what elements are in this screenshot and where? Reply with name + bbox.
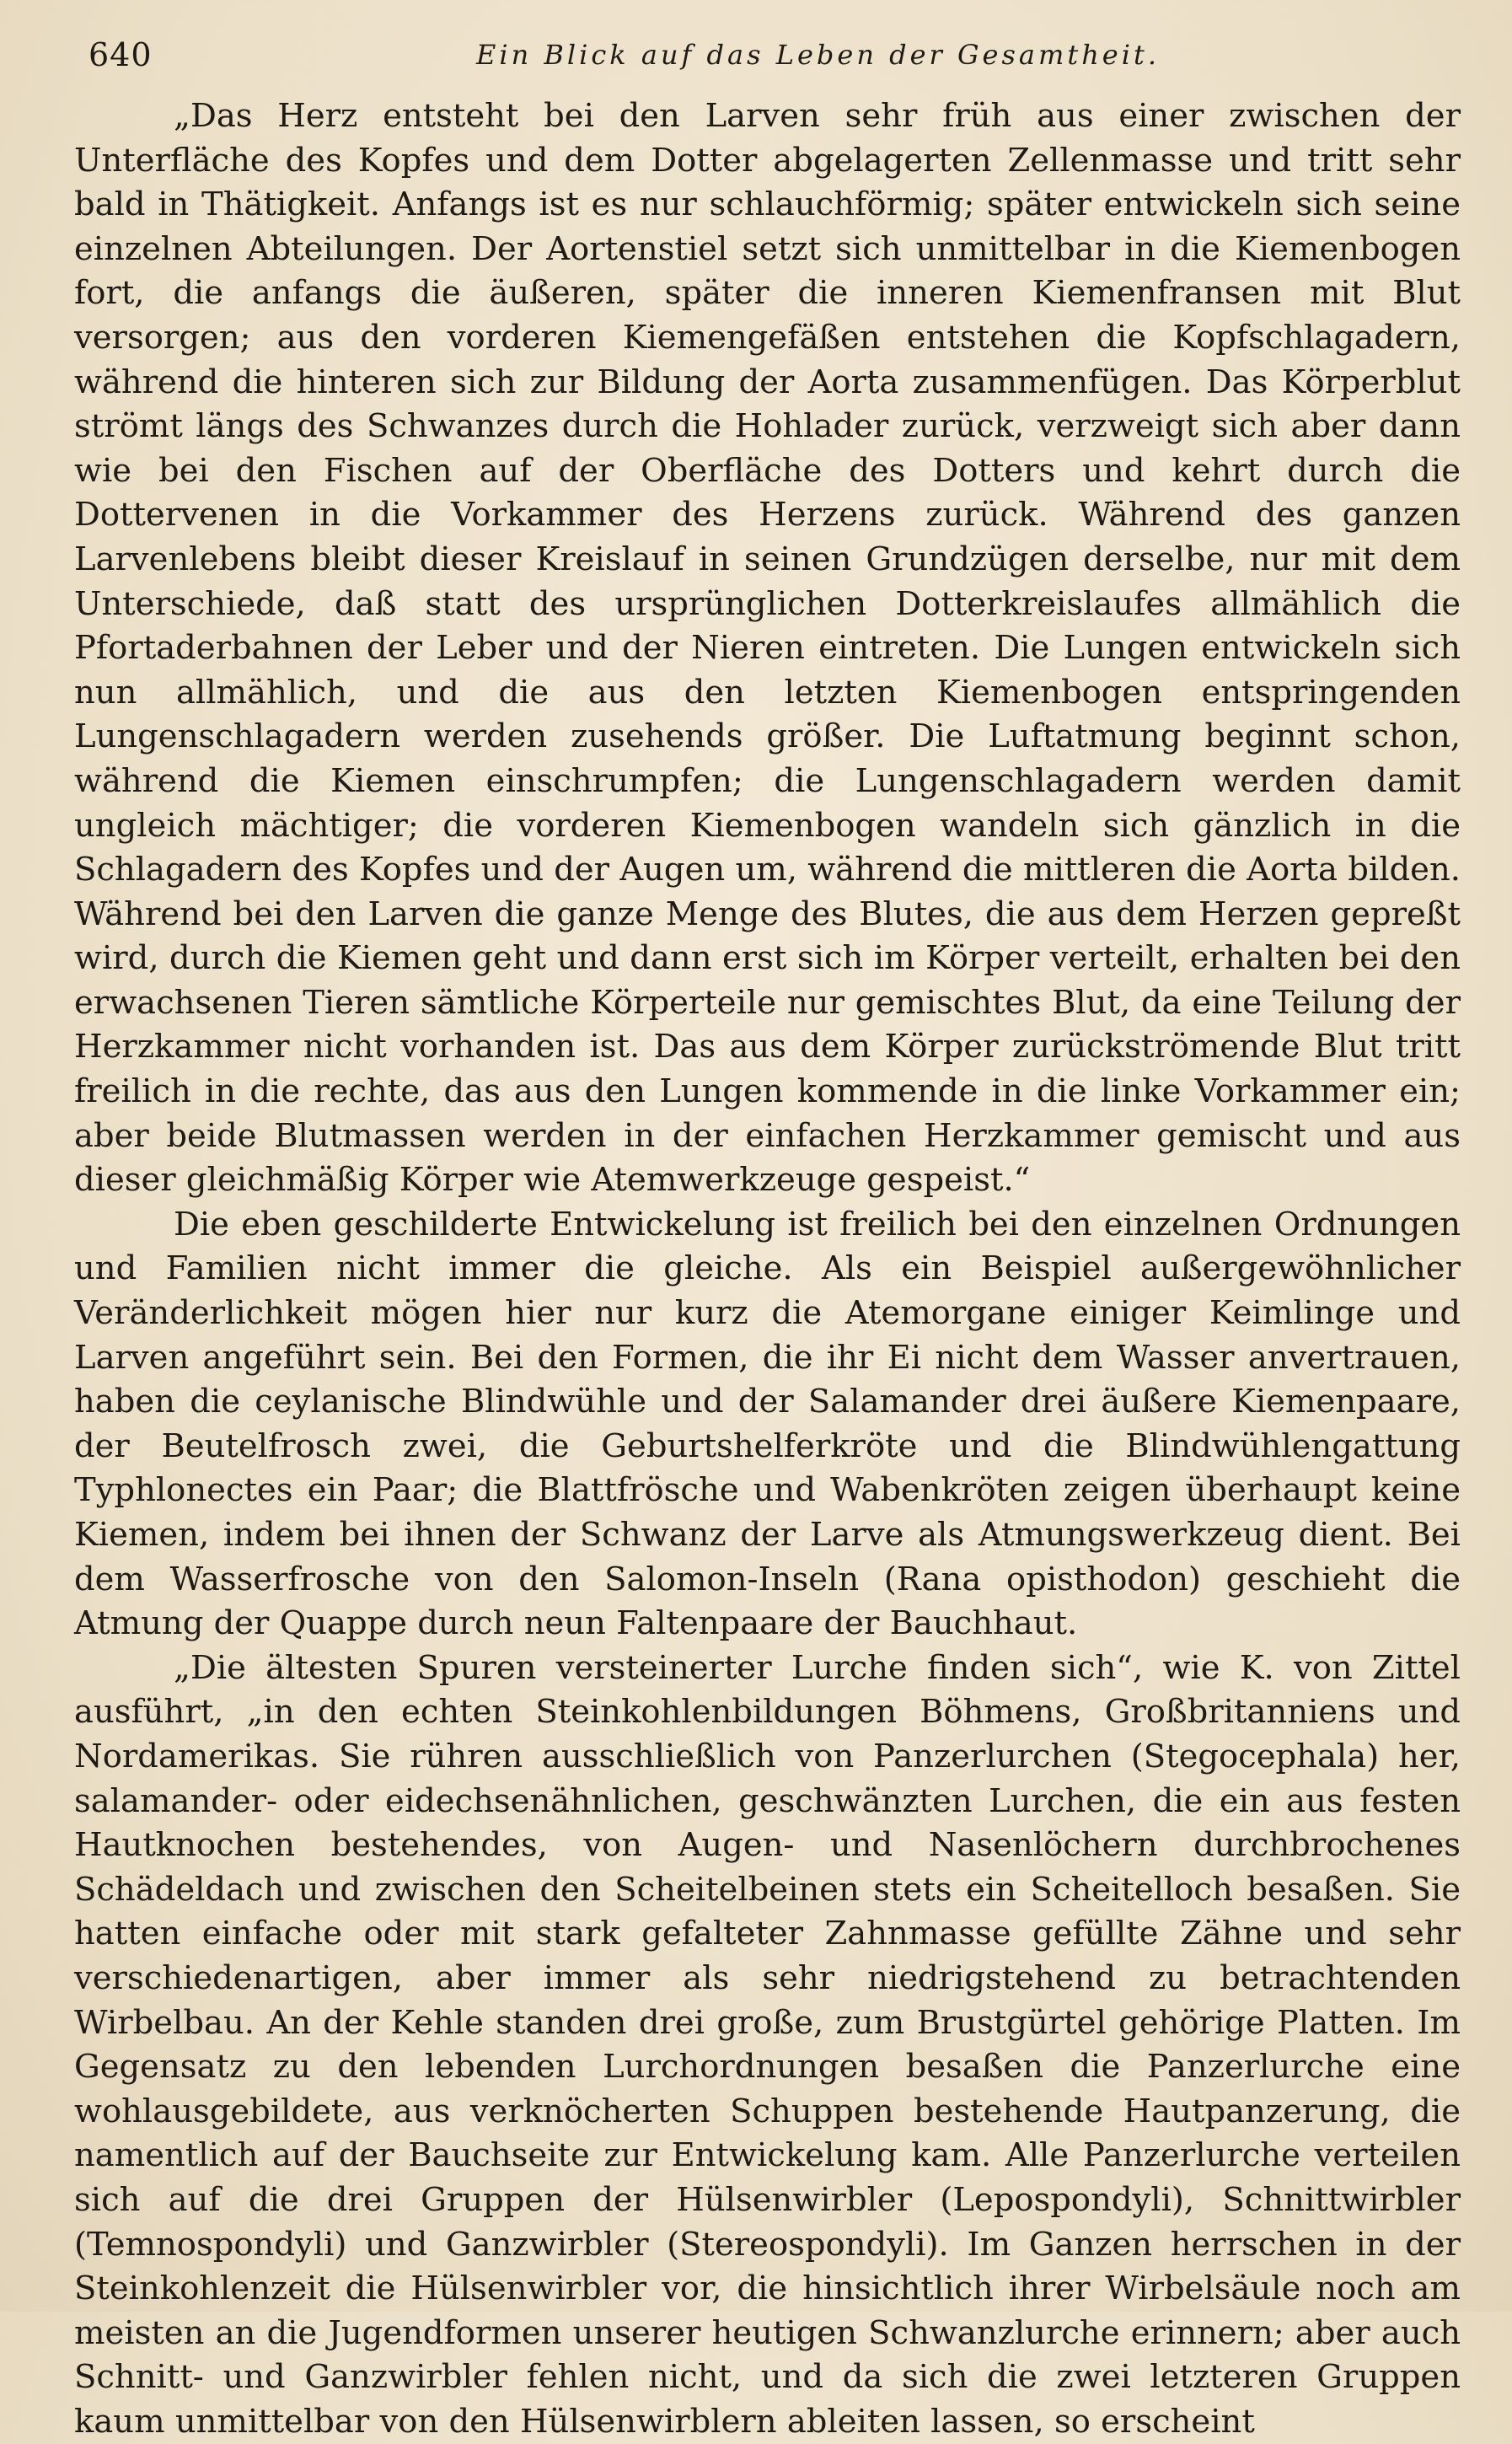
running-title: Ein Blick auf das Leben der Gesamtheit.: [476, 39, 1160, 71]
paragraph-development-variability: Die eben geschilderte Entwickelung ist freilich bei den einzelnen Ordnungen und Familien nicht immer die gleiche. Als ein Beispiel außergewöhnlicher Veränderlichkeit mögen hier nur kurz die Atemorgane einiger Keimlinge und Larven angeführt sein. Bei den Formen, die ihr Ei nicht dem Wasser anvertrauen, haben die ceylanische Blindwühle und der Salamander drei äußere Kiemenpaare, der Beutelfrosch zwei, die Geburtshelferkröte und die Blindwühlengattung Typhlonectes ein Paar; die Blattfrösche und Wabenkröten zeigen überhaupt keine Kiemen, indem bei ihnen der Schwanz der Larve als Atmungswerkzeug dient. Bei dem Wasserfrosche von den Salomon-Inseln (Rana opisthodon) geschieht die Atmung der Quappe durch neun Faltenpaare der Bauchhaut.: [74, 1205, 1461, 1643]
body-text: [74, 94, 1461, 2444]
page-header: [88, 34, 1437, 76]
page-number: 640: [88, 36, 153, 73]
paragraph-fossil-amphibians: „Die ältesten Spuren versteinerter Lurche finden sich“, wie K. von Zittel ausführt, „in den echten Steinkohlenbildungen Böhmens, Großbritanniens und Nordamerikas. Sie rühren ausschließlich von Panzerlurchen (Stegocephala) her, salamander- oder eidechsenähnlichen, geschwänzten Lurchen, die ein aus festen Hautknochen bestehendes, von Augen- und Nasenlöchern durchbrochenes Schädeldach und zwischen den Scheitelbeinen stets ein Scheitelloch besaßen. Sie hatten einfache oder mit stark gefalteter Zahnmasse gefüllte Zähne und sehr verschiedenartigen, aber immer als sehr niedrigstehend zu betrachtenden Wirbelbau. An der Kehle standen drei große, zum Brustgürtel gehörige Platten. Im Gegensatz zu den lebenden Lurchordnungen besaßen die Panzerlurche eine wohlausgebildete, aus verknöcherten Schuppen bestehende Hautpanzerung, die namentlich auf der Bauchseite zur Entwickelung kam. Alle Panzerlurche verteilen sich auf die drei Gruppen der Hülsenwirbler (Lepospondyli), Schnittwirbler (Temnospondyli) und Ganzwirbler (Stereospondyli). Im Ganzen herrschen in der Steinkohlenzeit die Hülsenwirbler vor, die hinsichtlich ihrer Wirbelsäule noch am meisten an die Jugendformen unserer heutigen Schwanzlurche erinnern; aber auch Schnitt- und Ganzwirbler fehlen nicht, und da sich die zwei letzteren Gruppen kaum unmittelbar von den Hülsenwirblern ableiten lassen, so erscheint: [74, 1648, 1461, 2441]
paragraph-quote-heart-development: „Das Herz entsteht bei den Larven sehr früh aus einer zwischen der Unterfläche des Kopfes und dem Dotter abgelagerten Zellenmasse und tritt sehr bald in Thätigkeit. Anfangs ist es nur schlauchförmig; später entwickeln sich seine einzelnen Abteilungen. Der Aortenstiel setzt sich unmittelbar in die Kiemenbogen fort, die anfangs die äußeren, später die inneren Kiemenfransen mit Blut versorgen; aus den vorderen Kiemengefäßen entstehen die Kopfschlagadern, während die hinteren sich zur Bildung der Aorta zusammenfügen. Das Körperblut strömt längs des Schwanzes durch die Hohlader zurück, verzweigt sich aber dann wie bei den Fischen auf der Oberfläche des Dotters und kehrt durch die Dottervenen in die Vorkammer des Herzens zurück. Während des ganzen Larvenlebens bleibt dieser Kreislauf in seinen Grundzügen derselbe, nur mit dem Unterschiede, daß statt des ursprünglichen Dotterkreislaufes allmählich die Pfortaderbahnen der Leber und der Nieren eintreten. Die Lungen entwickeln sich nun allmählich, und die aus den letzten Kiemenbogen entspringenden Lungenschlagadern werden zusehends größer. Die Luftatmung beginnt schon, während die Kiemen einschrumpfen; die Lungenschlagadern werden damit ungleich mächtiger; die vorderen Kiemenbogen wandeln sich gänzlich in die Schlagadern des Kopfes und der Augen um, während die mittleren die Aorta bilden. Während bei den Larven die ganze Menge des Blutes, die aus dem Herzen gepreßt wird, durch die Kiemen geht und dann erst sich im Körper verteilt, erhalten bei den erwachsenen Tieren sämtliche Körperteile nur gemischtes Blut, da eine Teilung der Herzkammer nicht vorhanden ist. Das aus dem Körper zurückströmende Blut tritt freilich in die rechte, das aus den Lungen kommende in die linke Vorkammer ein; aber beide Blutmassen werden in der einfachen Herzkammer gemischt und aus dieser gleichmäßig Körper wie Atemwerkzeuge gespeist.“: [74, 97, 1461, 1200]
